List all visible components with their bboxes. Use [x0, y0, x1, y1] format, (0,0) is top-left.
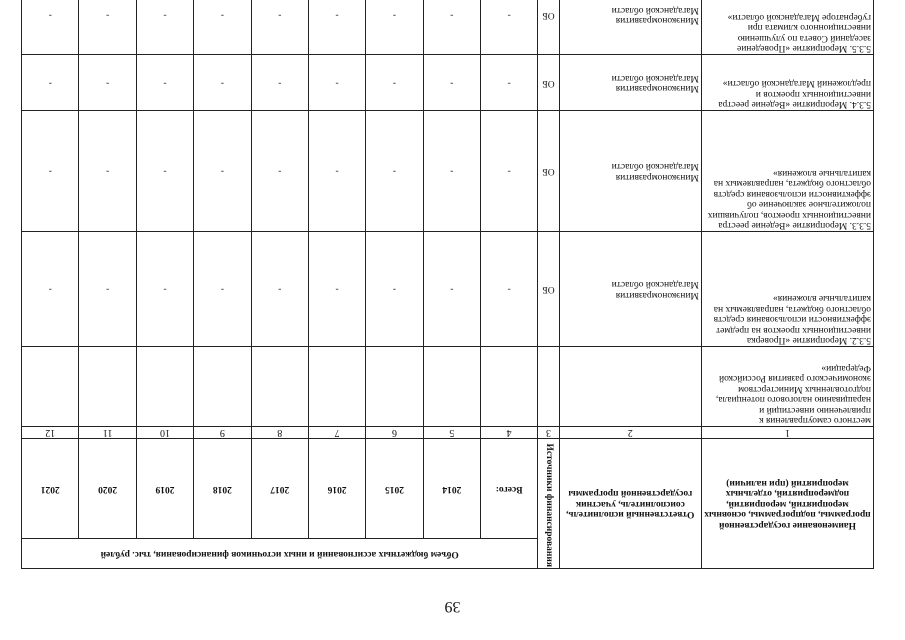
program-table — [21, 0, 874, 569]
value-2016 — [308, 347, 365, 427]
header-year: 2015 — [366, 439, 423, 539]
header-year: 2021 — [22, 439, 79, 539]
column-number: 6 — [366, 427, 423, 439]
value-2019 — [136, 347, 193, 427]
value-2021: - — [22, 0, 79, 55]
value-2016: - — [308, 55, 365, 111]
header-row — [22, 539, 874, 569]
value-2018 — [194, 347, 251, 427]
value-2016: - — [308, 0, 365, 55]
value-total: - — [480, 111, 537, 232]
responsible-executor: Минэкономразвития Магаданской области — [559, 232, 701, 347]
measure-name: 5.3.4. Мероприятие «Ведение реестра инвестиционных проектов и предложений Магаданской области» — [701, 55, 873, 111]
value-2019: - — [136, 55, 193, 111]
value-total: - — [480, 0, 537, 55]
funding-source — [538, 347, 559, 427]
funding-source: ОБ — [538, 232, 559, 347]
column-number: 10 — [136, 427, 193, 439]
value-2015 — [366, 347, 423, 427]
value-2019: - — [136, 0, 193, 55]
value-2017: - — [251, 111, 308, 232]
header-total: Всего: — [480, 439, 537, 539]
value-total: - — [480, 55, 537, 111]
header-year: 2019 — [136, 439, 193, 539]
value-2018: - — [194, 232, 251, 347]
value-2020: - — [79, 55, 136, 111]
value-total: - — [480, 232, 537, 347]
header-responsible: Ответственный исполнитель, соисполнитель, участник государственной программы — [559, 439, 701, 569]
table-row — [22, 55, 874, 111]
header-name: Наименование государственной программы, подпрограммы, основных мероприятий, мероприятий, подмероприятий, отдельных мероприятий (при наличии) — [701, 439, 873, 569]
column-number: 5 — [423, 427, 480, 439]
column-number: 1 — [701, 427, 873, 439]
value-2014: - — [423, 111, 480, 232]
table-row — [22, 0, 874, 55]
table-row — [22, 347, 874, 427]
value-2020: - — [79, 111, 136, 232]
column-number: 12 — [22, 427, 79, 439]
header-year: 2014 — [423, 439, 480, 539]
value-2021 — [22, 347, 79, 427]
value-2020: - — [79, 0, 136, 55]
value-2021: - — [22, 232, 79, 347]
value-2018: - — [194, 55, 251, 111]
value-2017: - — [251, 232, 308, 347]
value-2018: - — [194, 111, 251, 232]
header-source-label: Источники финансирования — [543, 443, 554, 567]
value-2015: - — [366, 55, 423, 111]
column-number: 2 — [559, 427, 701, 439]
value-2014: - — [423, 232, 480, 347]
value-2019: - — [136, 111, 193, 232]
page-number: 39 — [444, 598, 461, 615]
column-numbers-row — [22, 427, 874, 439]
funding-source: ОБ — [538, 111, 559, 232]
value-2015: - — [366, 0, 423, 55]
value-2021: - — [22, 55, 79, 111]
table-row — [22, 232, 874, 347]
column-number: 9 — [194, 427, 251, 439]
value-2017: - — [251, 55, 308, 111]
responsible-executor: Минэкономразвития Магаданской области — [559, 55, 701, 111]
value-2015: - — [366, 111, 423, 232]
header-year: 2017 — [251, 439, 308, 539]
measure-name: 5.3.2. Мероприятие «Проверка инвестиционных проектов на предмет эффективности использования средств областного бюджета, направляемых на капитальные вложения» — [701, 232, 873, 347]
value-2016: - — [308, 111, 365, 232]
header-year: 2020 — [79, 439, 136, 539]
value-2014: - — [423, 55, 480, 111]
responsible-executor: Минэкономразвития Магаданской области — [559, 111, 701, 232]
header-year: 2018 — [194, 439, 251, 539]
column-number: 3 — [538, 427, 559, 439]
header-source — [538, 439, 559, 569]
funding-source: ОБ — [538, 0, 559, 55]
value-2020 — [79, 347, 136, 427]
value-2021: - — [22, 111, 79, 232]
responsible-executor: Минэкономразвития Магаданской области — [559, 0, 701, 55]
value-2017 — [251, 347, 308, 427]
value-2014 — [423, 347, 480, 427]
measure-name: местного самоуправления к привлечению инвестиций и наращиванию налогового потенциала, подготовленных Министерством экономического развития Российской Федерации» — [701, 347, 873, 427]
funding-source: ОБ — [538, 55, 559, 111]
header-funding-group: Объем бюджетных ассигнований и иных источников финансирования, тыс. рублей — [22, 539, 538, 569]
value-2014: - — [423, 0, 480, 55]
value-total — [480, 347, 537, 427]
table-row — [22, 111, 874, 232]
measure-name: 5.3.3. Мероприятие «Ведение реестра инвестиционных проектов, получивших положительное заключение об эффективности использования средств областного бюджета, направляемых на капитальные вложения» — [701, 111, 873, 232]
column-number: 8 — [251, 427, 308, 439]
column-number: 11 — [79, 427, 136, 439]
column-number: 7 — [308, 427, 365, 439]
measure-name: 5.3.5. Мероприятие «Проведение заседаний Совета по улучшению инвестиционного климата при губернаторе Магаданской области» — [701, 0, 873, 55]
column-number: 4 — [480, 427, 537, 439]
value-2018: - — [194, 0, 251, 55]
header-year: 2016 — [308, 439, 365, 539]
responsible-executor — [559, 347, 701, 427]
value-2020: - — [79, 232, 136, 347]
value-2017: - — [251, 0, 308, 55]
value-2015: - — [366, 232, 423, 347]
value-2019: - — [136, 232, 193, 347]
value-2016: - — [308, 232, 365, 347]
